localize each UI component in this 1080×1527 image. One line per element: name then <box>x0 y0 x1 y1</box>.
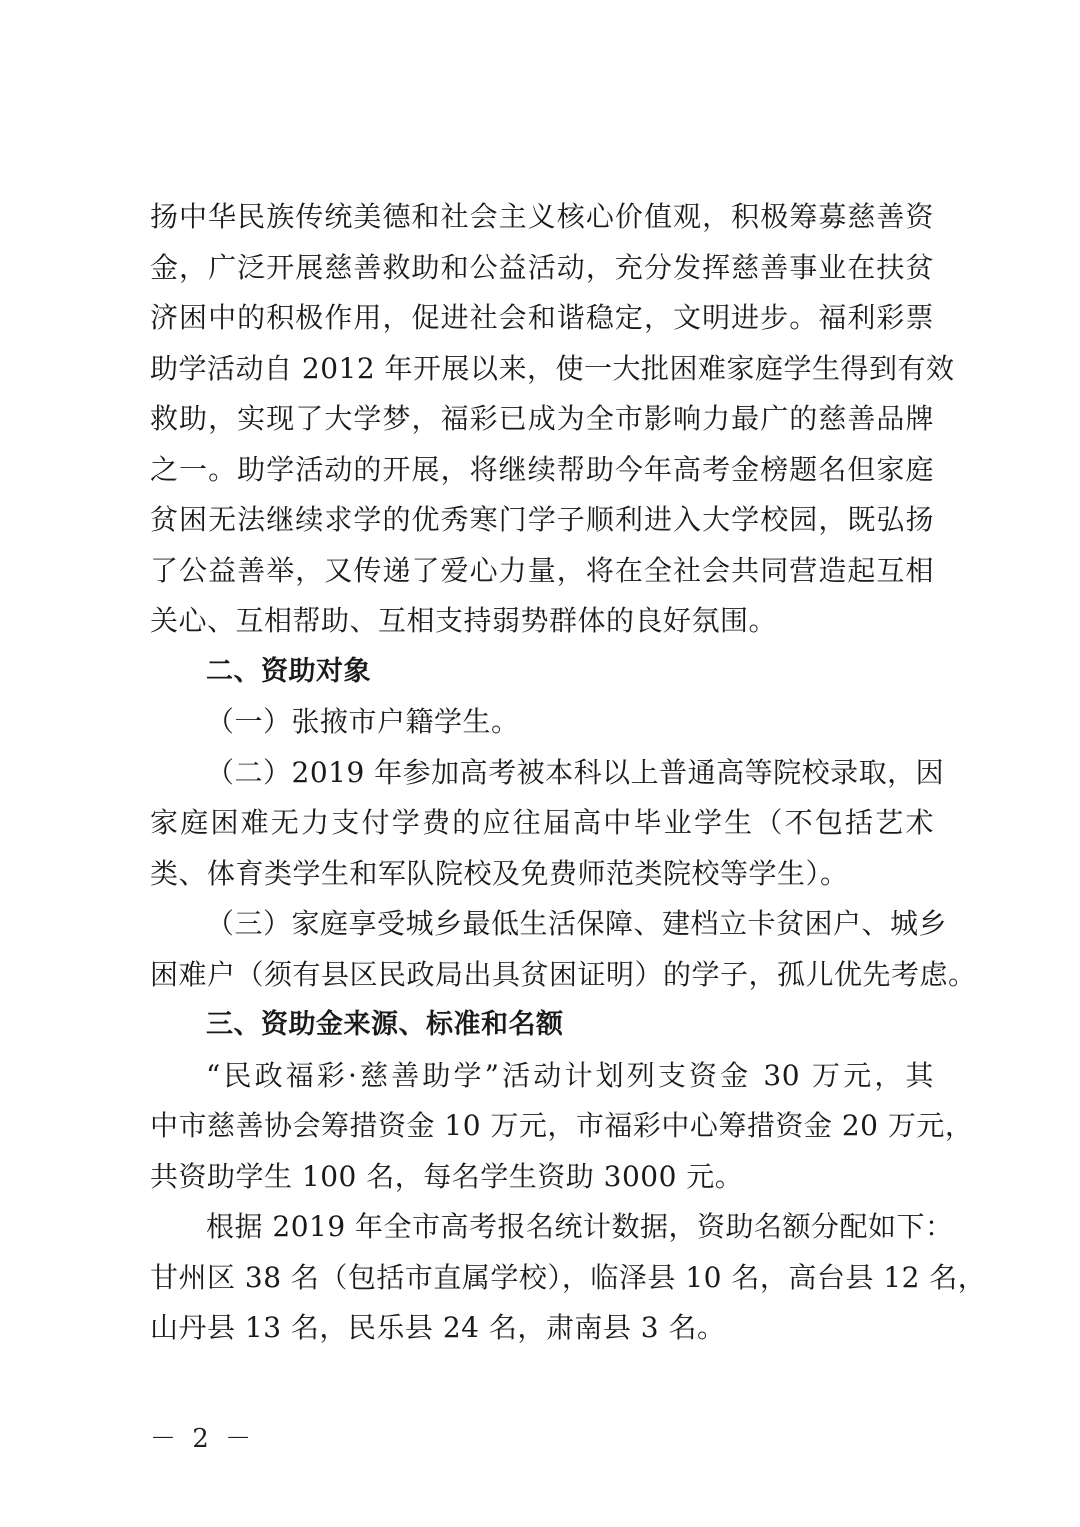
body-line: 贫困无法继续求学的优秀寒门学子顺利进入大学校园，既弘扬 <box>150 503 934 536</box>
body-line: 根据 2019 年全市高考报名统计数据，资助名额分配如下： <box>206 1210 954 1243</box>
body-line: 扬中华民族传统美德和社会主义核心价值观，积极筹募慈善资 <box>150 200 934 233</box>
body-line: 困难户（须有县区民政局出具贫困证明）的学子，孤儿优先考虑。 <box>150 957 977 991</box>
body-line: 助学活动自 2012 年开展以来，使一大批困难家庭学生得到有效 <box>150 351 955 385</box>
body-line: “民政福彩·慈善助学”活动计划列支资金 30 万元，其 <box>206 1058 934 1092</box>
document-body <box>150 192 987 1354</box>
body-line: 类、体育类学生和军队院校及免费师范类院校等学生）。 <box>150 856 849 890</box>
body-line: 共资助学生 100 名，每名学生资助 3000 元。 <box>150 1159 744 1193</box>
body-line: 之一。助学活动的开展，将继续帮助今年高考金榜题名但家庭 <box>150 452 934 486</box>
section-heading-2: 二、资助对象 <box>206 655 371 687</box>
body-line: 甘州区 38 名（包括市直属学校），临泽县 10 名，高台县 12 名， <box>150 1260 987 1294</box>
body-line: 济困中的积极作用，促进社会和谐稳定，文明进步。福利彩票 <box>150 301 934 334</box>
body-line: 了公益善举，又传递了爱心力量，将在全社会共同营造起互相 <box>150 553 934 587</box>
body-line: 关心、互相帮助、互相支持弱势群体的良好氛围。 <box>150 604 778 637</box>
section-heading-3: 三、资助金来源、标准和名额 <box>206 1009 564 1040</box>
body-line: 山丹县 13 名，民乐县 24 名，肃南县 3 名。 <box>150 1311 726 1344</box>
body-line: 救助，实现了大学梦，福彩已成为全市影响力最广的慈善品牌 <box>150 402 934 435</box>
body-line: （三）家庭享受城乡最低生活保障、建档立卡贫困户、城乡 <box>206 907 948 940</box>
body-line: （一）张掖市户籍学生。 <box>206 705 520 738</box>
page-number: － 2 － <box>150 1424 256 1454</box>
body-line: 中市慈善协会筹措资金 10 万元，市福彩中心筹措资金 20 万元， <box>150 1109 974 1142</box>
body-line: 金，广泛开展慈善救助和公益活动，充分发挥慈善事业在扶贫 <box>150 250 934 284</box>
body-line: （二）2019 年参加高考被本科以上普通高等院校录取，因 <box>206 755 945 789</box>
body-line: 家庭困难无力支付学费的应往届高中毕业学生（不包括艺术 <box>150 806 934 839</box>
